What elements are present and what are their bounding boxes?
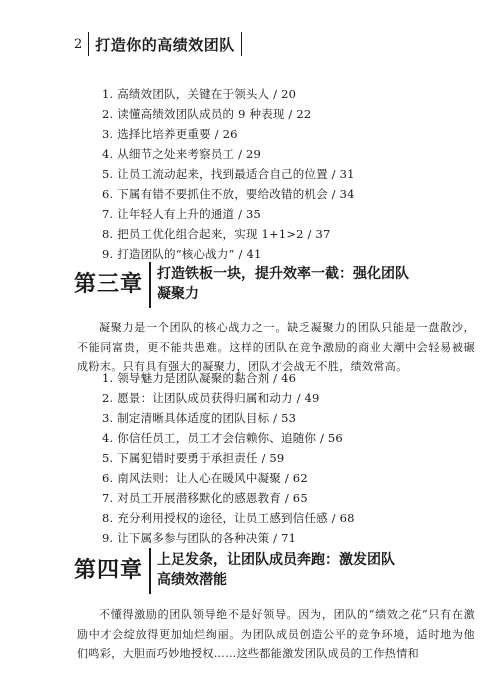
toc-item[interactable]: 1. 高绩效团队，关键在于领头人 / 20	[102, 87, 297, 101]
toc-item[interactable]: 8. 充分利用授权的途径，让员工感到信任感 / 68	[102, 511, 355, 525]
toc-item[interactable]: 9. 让下属多参与团队的各种决策 / 71	[102, 531, 297, 545]
toc-item[interactable]: 5. 让员工流动起来，找到最适合自己的位置 / 31	[102, 167, 355, 181]
chapter-title-line: 凝聚力	[157, 286, 200, 302]
running-head-title: 打造你的高绩效团队	[95, 35, 235, 54]
chapter-4-intro: 不懂得激励的团队领导绝不是好领导。因为，团队的“绩效之花”只有在激励中才会绽放得更加灿烂绚丽。为团队成员创造公平的竞争环境，适时地为他们鸣彩，大胆而巧妙地授权……这些都能激发团队成员的工作热情和	[77, 608, 475, 660]
header-divider	[88, 32, 89, 56]
toc-item[interactable]: 7. 让年轻人有上升的通道 / 35	[102, 207, 262, 221]
page-number: 2	[74, 36, 83, 52]
toc-item[interactable]: 5. 下属犯错时要勇于承担责任 / 59	[102, 451, 285, 465]
chapter-title-line: 高绩效潜能	[157, 572, 228, 588]
chapter-title-line: 上足发条，让团队成员奔跑：激发团队	[157, 552, 396, 568]
chapter-3-heading	[74, 262, 474, 308]
chapter-title-line: 打造铁板一块，提升效率一截：强化团队	[157, 266, 410, 282]
chapter-title	[151, 262, 409, 304]
chapter-title	[151, 548, 395, 590]
chapter-label: 第三章	[74, 262, 151, 308]
toc-item[interactable]: 3. 选择比培养更重要 / 26	[102, 127, 238, 141]
toc-item[interactable]: 7. 对员工开展潜移默化的感恩教育 / 65	[102, 491, 308, 505]
chapter-3-intro: 凝聚力是一个团队的核心战力之一。缺乏凝聚力的团队只能是一盘散沙，不能同富贵，更不能共患难。这样的团队在竞争激励的商业大潮中会轻易被碾成粉末。只有具有强大的凝聚力，团队才会战无不胜，绩效常高。	[77, 321, 475, 373]
toc-item[interactable]: 8. 把员工优化组合起来，实现 1+1>2 / 37	[102, 227, 331, 241]
toc-list-chapter3	[102, 368, 472, 548]
header-divider-right	[241, 32, 242, 56]
toc-item[interactable]: 4. 从细节之处来考察员工 / 29	[102, 147, 262, 161]
toc-item[interactable]: 2. 读懂高绩效团队成员的 9 种表现 / 22	[102, 107, 312, 121]
toc-item[interactable]: 4. 你信任员工，员工才会信赖你、追随你 / 56	[102, 431, 343, 445]
toc-item[interactable]: 6. 南风法则：让人心在暖风中凝聚 / 62	[102, 471, 308, 485]
toc-item[interactable]: 3. 制定清晰具体适度的团队目标 / 53	[102, 411, 297, 425]
toc-item[interactable]: 2. 愿景：让团队成员获得归属和动力 / 49	[102, 391, 320, 405]
toc-item[interactable]: 9. 打造团队的“核心战力” / 41	[102, 247, 262, 261]
chapter-4-heading	[74, 548, 474, 594]
toc-item[interactable]: 1. 领导魅力是团队凝聚的黏合剂 / 46	[102, 371, 297, 385]
running-head	[74, 32, 242, 56]
toc-item[interactable]: 6. 下属有错不要抓住不放，要给改错的机会 / 34	[102, 187, 355, 201]
chapter-label: 第四章	[74, 548, 151, 594]
toc-list-chapter2	[102, 84, 472, 264]
